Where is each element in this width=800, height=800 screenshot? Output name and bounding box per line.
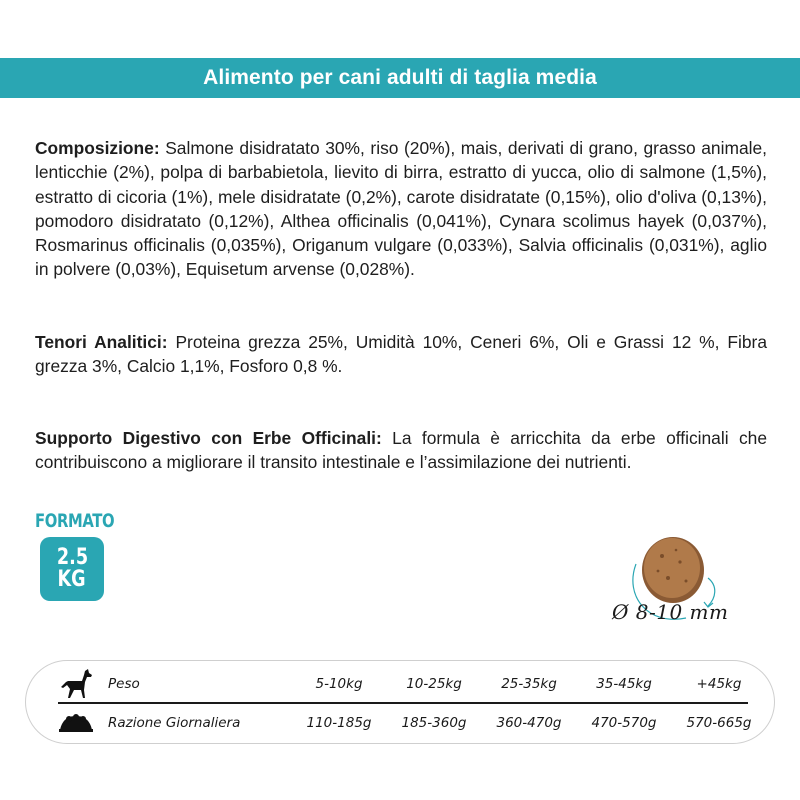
table-row [26, 703, 774, 743]
composition-label: Composizione: [35, 138, 160, 158]
format-unit: KG [57, 567, 87, 592]
digestive-support-text: La formula è arricchita da erbe officinali che contribuiscono a migliorare il transito intestinale e l’assimilazione dei nutrienti. [35, 428, 767, 473]
analytics-text: Proteina grezza 25%, Umidità 10%, Ceneri 6%, Oli e Grassi 12 %, Fibra grezza 3%, Calcio 1,1%, Fosforo 0,8 %. [35, 332, 767, 377]
feeding-table [25, 660, 775, 744]
table-cell: 360-470g [496, 715, 562, 731]
table-cell: 110-185g [306, 715, 372, 731]
weight-label: Peso [108, 676, 140, 692]
food-bowl-icon [58, 712, 94, 734]
table-cell: 35-45kg [596, 676, 652, 692]
table-cell: 25-35kg [501, 676, 557, 692]
table-row [26, 664, 774, 704]
table-cell: 185-360g [401, 715, 467, 731]
kibble-size-label: Ø 8-10 mm [612, 600, 729, 624]
table-cell: 5-10kg [315, 676, 363, 692]
dog-icon [58, 668, 94, 700]
digestive-support-label: Supporto Digestivo con Erbe Officinali: [35, 428, 382, 448]
table-cell: +45kg [696, 676, 742, 692]
header-banner [0, 58, 800, 98]
table-cell: 570-665g [686, 715, 752, 731]
format-value: 2.5 [56, 545, 88, 570]
table-cell: 470-570g [591, 715, 657, 731]
daily-ration-label: Razione Giornaliera [108, 715, 241, 731]
format-badge [40, 537, 104, 601]
composition-text: Salmone disidratato 30%, riso (20%), mais, derivati di grano, grasso animale, lenticchie (2%), polpa di barbabietola, lievito di birra, estratto di yucca, olio di salmone (1,5%), estratto di cicoria (1%), mele disidratate (0,2%), carote disidratate (0,15%), olio d'oliva (0,13%), pomodoro disidratato (0,12%), Althea officinalis (0,041%), Cynara scolimus hayek (0,037%), Rosmarinus officinalis (0,035%), Origanum vulgare (0,033%), Salvia officinalis (0,031%), aglio in polvere (0,03%), Equisetum arvense (0,028%). [35, 138, 767, 280]
analytics-label: Tenori Analitici: [35, 332, 168, 352]
page-title: Alimento per cani adulti di taglia media [203, 66, 597, 89]
table-cell: 10-25kg [406, 676, 462, 692]
digestive-support-section [35, 426, 767, 475]
composition-section [35, 136, 767, 282]
analytics-section [35, 330, 767, 379]
format-label: FORMATO [35, 510, 115, 532]
